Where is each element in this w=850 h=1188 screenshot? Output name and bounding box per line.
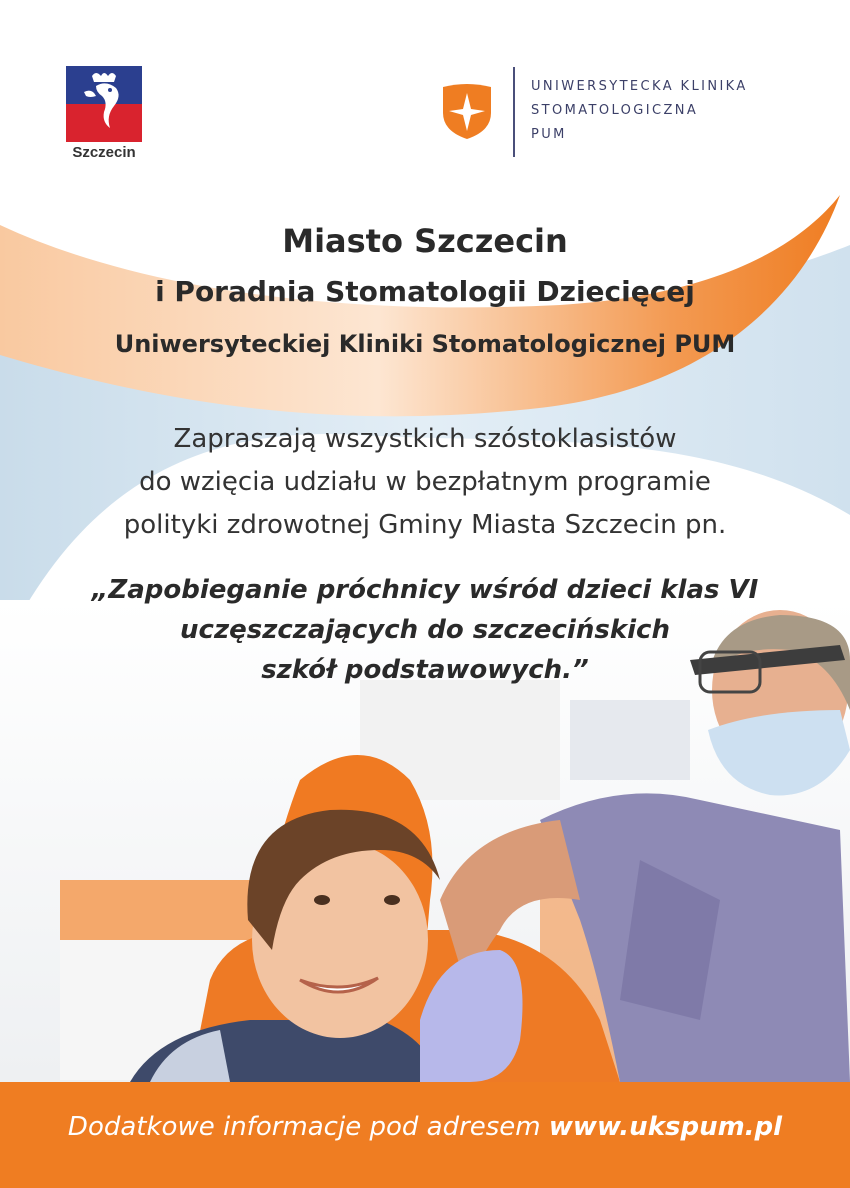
footer-website-link[interactable]: www.ukspum.pl bbox=[548, 1112, 783, 1142]
clinic-name bbox=[531, 75, 748, 147]
szczecin-logo bbox=[66, 66, 142, 161]
heading-clinic-department: i Poradnia Stomatologii Dziecięcej bbox=[155, 275, 695, 308]
clinic-name-line-1: UNIWERSYTECKA KLINIKA bbox=[531, 79, 748, 94]
footer-banner bbox=[0, 1082, 850, 1188]
clinic-name-line-3: PUM bbox=[531, 127, 567, 142]
invitation-text bbox=[0, 418, 850, 547]
clinic-name-line-2: STOMATOLOGICZNA bbox=[531, 103, 699, 118]
program-title-line-1: „Zapobieganie próchnicy wśród dzieci klas VI bbox=[91, 575, 759, 605]
clinic-logo-divider bbox=[513, 67, 515, 157]
invitation-line-1: Zapraszają wszystkich szóstoklasistów bbox=[173, 424, 677, 454]
heading-clinic-name: Uniwersyteckiej Kliniki Stomatologicznej PUM bbox=[114, 330, 736, 358]
city-logo-label: Szczecin bbox=[72, 144, 136, 161]
program-title bbox=[0, 570, 850, 690]
footer-text bbox=[0, 1112, 850, 1142]
invitation-line-2: do wzięcia udziału w bezpłatnym programie bbox=[139, 467, 711, 497]
program-title-line-2: uczęszczających do szczecińskich bbox=[180, 615, 670, 645]
clinic-logo bbox=[405, 45, 825, 180]
griffin-emblem-icon bbox=[66, 66, 142, 142]
invitation-line-3: polityki zdrowotnej Gminy Miasta Szczecin pn. bbox=[123, 510, 727, 540]
clinic-shield-icon bbox=[441, 83, 493, 141]
footer-info-label: Dodatkowe informacje pod adresem bbox=[67, 1112, 549, 1142]
heading-city: Miasto Szczecin bbox=[282, 222, 568, 260]
program-title-line-3: szkół podstawowych.” bbox=[261, 655, 589, 685]
